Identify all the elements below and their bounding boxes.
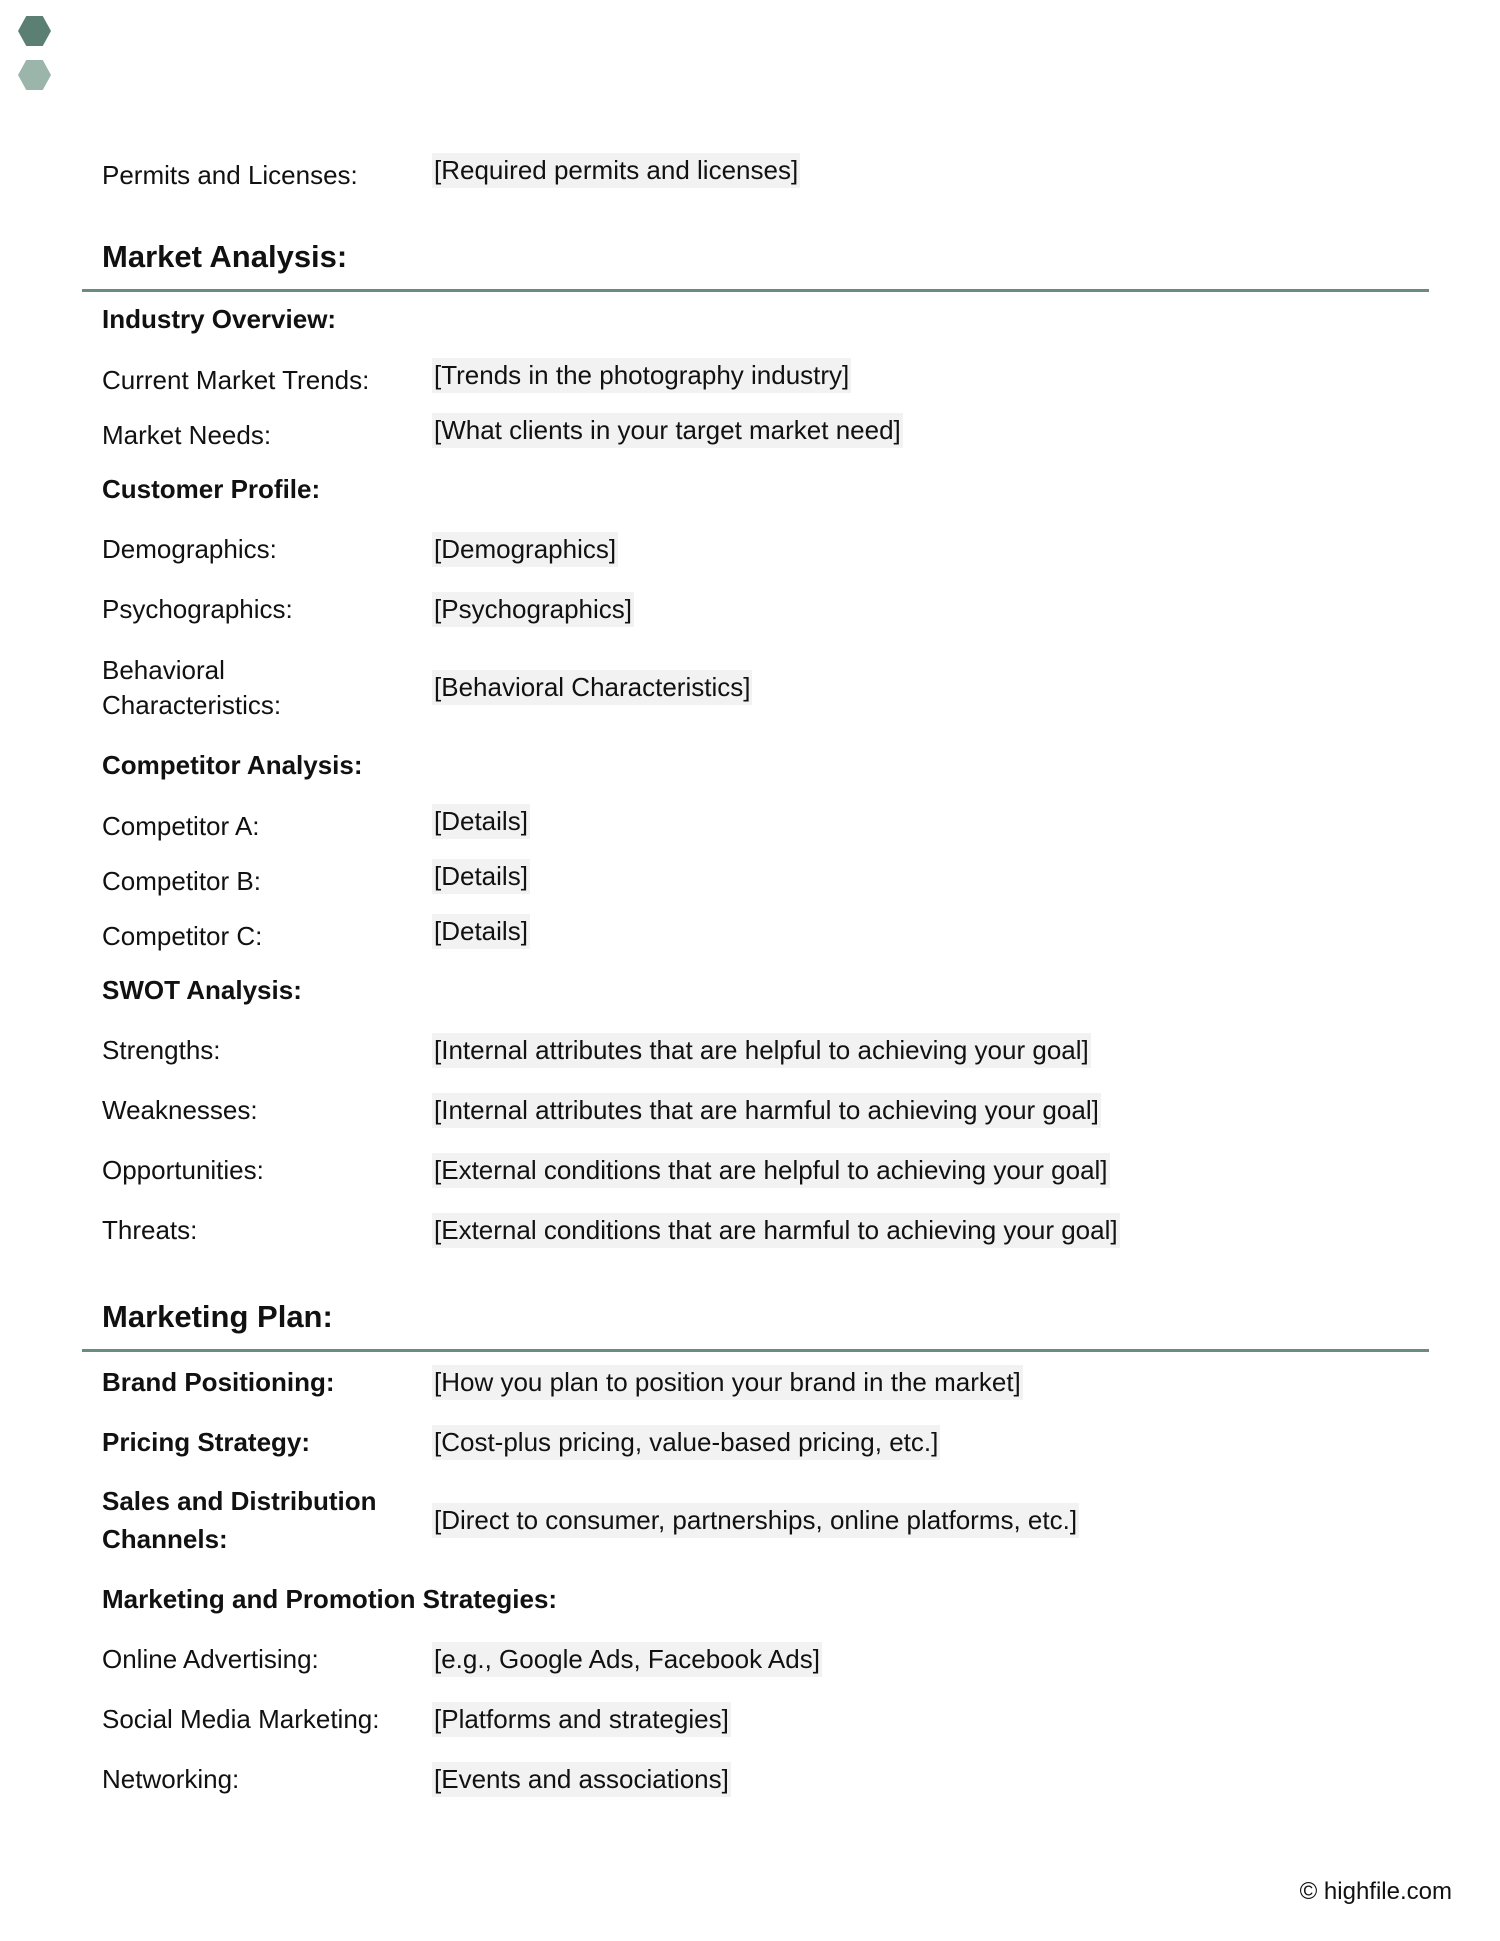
threats-label: Threats:: [102, 1215, 198, 1245]
swot-heading: SWOT Analysis:: [102, 975, 302, 1005]
weaknesses-value: [Internal attributes that are harmful to achieving your goal]: [432, 1093, 1101, 1128]
online-advertising-value: [e.g., Google Ads, Facebook Ads]: [432, 1642, 822, 1677]
competitor-a-label: Competitor A:: [102, 811, 260, 841]
online-advertising-row: [102, 1642, 1422, 1682]
pricing-strategy-value: [Cost-plus pricing, value-based pricing, etc.]: [432, 1425, 940, 1460]
brand-positioning-label: Brand Positioning:: [102, 1367, 335, 1397]
demographics-value: [Demographics]: [432, 532, 618, 567]
competitor-a-row: [102, 806, 1422, 849]
sales-distribution-row: [102, 1484, 1422, 1562]
psychographics-label: Psychographics:: [102, 594, 293, 624]
networking-value: [Events and associations]: [432, 1762, 731, 1797]
promotion-strategies-heading: Marketing and Promotion Strategies:: [102, 1584, 558, 1614]
psychographics-value: [Psychographics]: [432, 592, 634, 627]
brand-positioning-value: [How you plan to position your brand in the market]: [432, 1365, 1023, 1400]
market-needs-row: [102, 415, 1422, 458]
marketing-plan-title: Marketing Plan:: [102, 1299, 333, 1334]
sales-distribution-value: [Direct to consumer, partnerships, online platforms, etc.]: [432, 1503, 1079, 1538]
marketing-plan-divider: [82, 1349, 1429, 1352]
sales-distribution-label-line2: Channels:: [102, 1524, 228, 1554]
permits-value: [Required permits and licenses]: [432, 153, 800, 188]
social-media-value: [Platforms and strategies]: [432, 1702, 731, 1737]
hexagon-dark-icon: [18, 16, 51, 46]
weaknesses-row: [102, 1093, 1422, 1133]
market-trends-value: [Trends in the photography industry]: [432, 358, 851, 393]
pricing-strategy-row: [102, 1425, 1422, 1465]
market-trends-row: [102, 360, 1422, 403]
behavioral-value: [Behavioral Characteristics]: [432, 670, 752, 705]
market-analysis-divider: [82, 289, 1429, 292]
opportunities-value: [External conditions that are helpful to achieving your goal]: [432, 1153, 1110, 1188]
opportunities-row: [102, 1153, 1422, 1193]
strengths-label: Strengths:: [102, 1035, 221, 1065]
competitor-a-value: [Details]: [432, 804, 530, 839]
sales-distribution-label-line1: Sales and Distribution: [102, 1486, 377, 1516]
pricing-strategy-label: Pricing Strategy:: [102, 1427, 311, 1457]
threats-row: [102, 1213, 1422, 1253]
opportunities-label: Opportunities:: [102, 1155, 264, 1185]
competitor-c-row: [102, 916, 1422, 959]
brand-positioning-row: [102, 1365, 1422, 1405]
threats-value: [External conditions that are harmful to achieving your goal]: [432, 1213, 1120, 1248]
online-advertising-label: Online Advertising:: [102, 1644, 319, 1674]
footer-copyright: © highfile.com: [1299, 1878, 1452, 1905]
hexagon-light-icon: [18, 60, 51, 90]
demographics-row: [102, 532, 1422, 572]
demographics-label: Demographics:: [102, 534, 277, 564]
social-media-label: Social Media Marketing:: [102, 1704, 380, 1734]
weaknesses-label: Weaknesses:: [102, 1095, 258, 1125]
networking-row: [102, 1762, 1422, 1802]
industry-overview-heading: Industry Overview:: [102, 304, 337, 334]
behavioral-label-line1: Behavioral: [102, 655, 225, 685]
market-needs-label: Market Needs:: [102, 420, 272, 450]
market-needs-value: [What clients in your target market need]: [432, 413, 903, 448]
networking-label: Networking:: [102, 1764, 240, 1794]
market-trends-label: Current Market Trends:: [102, 365, 370, 395]
competitor-b-value: [Details]: [432, 859, 530, 894]
customer-profile-heading: Customer Profile:: [102, 474, 321, 504]
competitor-c-label: Competitor C:: [102, 921, 263, 951]
strengths-row: [102, 1033, 1422, 1073]
permits-label: Permits and Licenses:: [102, 160, 358, 190]
behavioral-row: [102, 653, 1422, 728]
competitor-b-label: Competitor B:: [102, 866, 261, 896]
strengths-value: [Internal attributes that are helpful to achieving your goal]: [432, 1033, 1091, 1068]
psychographics-row: [102, 592, 1422, 632]
competitor-analysis-heading: Competitor Analysis:: [102, 750, 363, 780]
market-analysis-title: Market Analysis:: [102, 239, 348, 274]
competitor-c-value: [Details]: [432, 914, 530, 949]
competitor-b-row: [102, 861, 1422, 904]
permits-row: [102, 155, 1422, 198]
behavioral-label-line2: Characteristics:: [102, 690, 282, 720]
social-media-row: [102, 1702, 1422, 1742]
